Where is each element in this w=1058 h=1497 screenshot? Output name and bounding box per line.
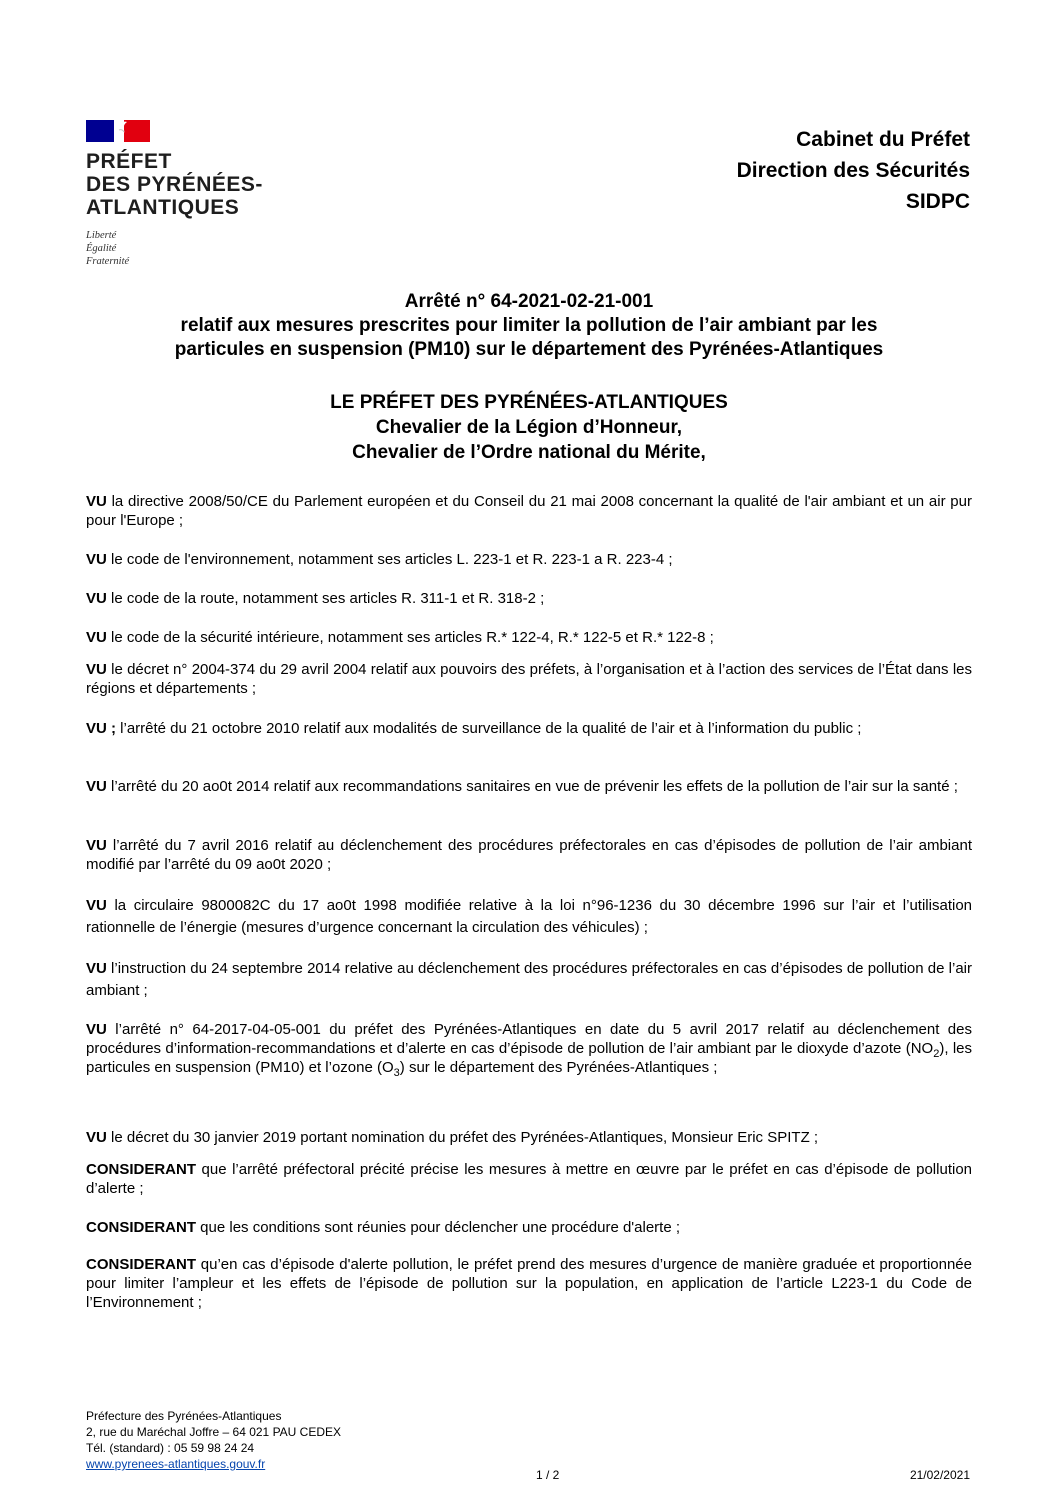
header-line-sidpc: SIDPC (905, 190, 970, 213)
visa-paragraph: VU le code de l'environnement, notamment ses articles L. 223-1 et R. 223-1 a R. 223-4 ; (86, 551, 673, 568)
page-number: 1 / 2 (536, 1468, 560, 1482)
issuing-service (737, 124, 970, 217)
marianne-flag-icon (86, 116, 152, 142)
title-subject-line-1: relatif aux mesures prescrites pour limiter la pollution de l’air ambiant par les (180, 315, 878, 336)
footer-phone: Tél. (standard) : 05 59 98 24 24 (86, 1441, 255, 1455)
considerant-paragraph: CONSIDERANT que les conditions sont réunies pour déclencher une procédure d'alerte ; (86, 1219, 681, 1236)
title-subject-line-2: particules en suspension (PM10) sur le département des Pyrénées-Atlantiques (174, 339, 884, 360)
visa-paragraph: VU l’arrêté n° 64-2017-04-05-001 du préfet des Pyrénées-Atlantiques en date du 5 avril 2017 relatif au déclenchement des procédures d’information-recommandations et d’alerte en cas d’épisode de pollution de l’air ambiant par le dioxyde d’azote $(NO_2)$, les particules en suspension (PM10) et l’ozone $(O_3)$ sur le département des Pyrénées-Atlantiques ; (86, 1021, 972, 1079)
visa-paragraph: VU l’arrêté du 20 ao0t 2014 relatif aux recommandations sanitaires en vue de prévenir les effets de la pollution de l’air sur la santé ; (86, 778, 958, 795)
header-line-direction: Direction des Sécurités (736, 159, 970, 182)
prefet-honour-2: Chevalier de l’Ordre national du Mérite, (352, 442, 706, 463)
visa-paragraph: VU le décret n° 2004-374 du 29 avril 2004 relatif aux pouvoirs des préfets, à l’organisation et à l’action des services de l’État dans les régions et départements ; (86, 661, 972, 697)
logo-devise: Liberté Égalité Fraternité (86, 230, 130, 267)
prefet-title: LE PRÉFET DES PYRÉNÉES-ATLANTIQUES (330, 392, 728, 413)
visa-paragraph: VU ; l’arrêté du 21 octobre 2010 relatif aux modalités de surveillance de la qualité de l’air et à l’information du public ; (86, 720, 862, 737)
header-line-cabinet: Cabinet du Préfet (796, 128, 970, 151)
logo-wordmark: PRÉFET DES PYRÉNÉES- ATLANTIQUES (86, 150, 263, 219)
visa-paragraph: VU la directive 2008/50/CE du Parlement européen et du Conseil du 21 mai 2008 concernant la qualité de l'air ambiant et un air pur pour l'Europe ; (86, 493, 972, 529)
document-date: 21/02/2021 (909, 1468, 970, 1482)
visa-paragraph: VU le code de la sécurité intérieure, notamment ses articles R.* 122-4, R.* 122-5 et R.* 122-8 ; (86, 629, 714, 646)
visa-paragraph: VU l’arrêté du 7 avril 2016 relatif au déclenchement des procédures préfectorales en cas d’épisodes de pollution de l’air ambiant modifié par l’arrêté du 09 ao0t 2020 ; (86, 837, 972, 873)
prefet-heading (60, 390, 998, 465)
visa-paragraph: VU l’instruction du 24 septembre 2014 relative au déclenchement des procédures préfectorales en cas d’épisodes de pollution de l’air ambiant ; (86, 960, 972, 999)
footer-address-line: 2, rue du Maréchal Joffre – 64 021 PAU CEDEX (86, 1425, 342, 1439)
considerant-paragraph: CONSIDERANT qu’en cas d’épisode d'alerte pollution, le préfet prend des mesures d’urgence de manière graduée et proportionnée pour limiter l’ampleur et les effets de l’épisode de pollution sur la population, en application de l’article L223-1 du Code de l’Environnement ; (86, 1256, 972, 1311)
visa-paragraph: VU le code de la route, notamment ses articles R. 311-1 et R. 318-2 ; (86, 590, 545, 607)
arrete-number: Arrêté n° 64-2021-02-21-001 (404, 291, 654, 312)
page-footer (86, 1408, 341, 1472)
visa-paragraph: VU le décret du 30 janvier 2019 portant nomination du préfet des Pyrénées-Atlantiques, Monsieur Eric SPITZ ; (86, 1129, 819, 1146)
document-title (60, 290, 998, 362)
prefecture-logo (86, 116, 296, 268)
prefet-honour-1: Chevalier de la Légion d’Honneur, (375, 417, 683, 438)
website-link[interactable]: www.pyrenees-atlantiques.gouv.fr (86, 1457, 266, 1471)
considerant-paragraph: CONSIDERANT que l’arrêté préfectoral précité précise les mesures à mettre en œuvre par le préfet en cas d’épisode de pollution d’alerte ; (86, 1161, 972, 1197)
footer-address-line: Préfecture des Pyrénées-Atlantiques (86, 1409, 282, 1423)
visa-paragraph: VU la circulaire 9800082C du 17 ao0t 1998 modifiée relative à la loi n°96-1236 du 30 décembre 1996 sur l’air et l’utilisation rationnelle de l’énergie (mesures d’urgence concernant la circulation des véhicules) ; (86, 897, 972, 936)
